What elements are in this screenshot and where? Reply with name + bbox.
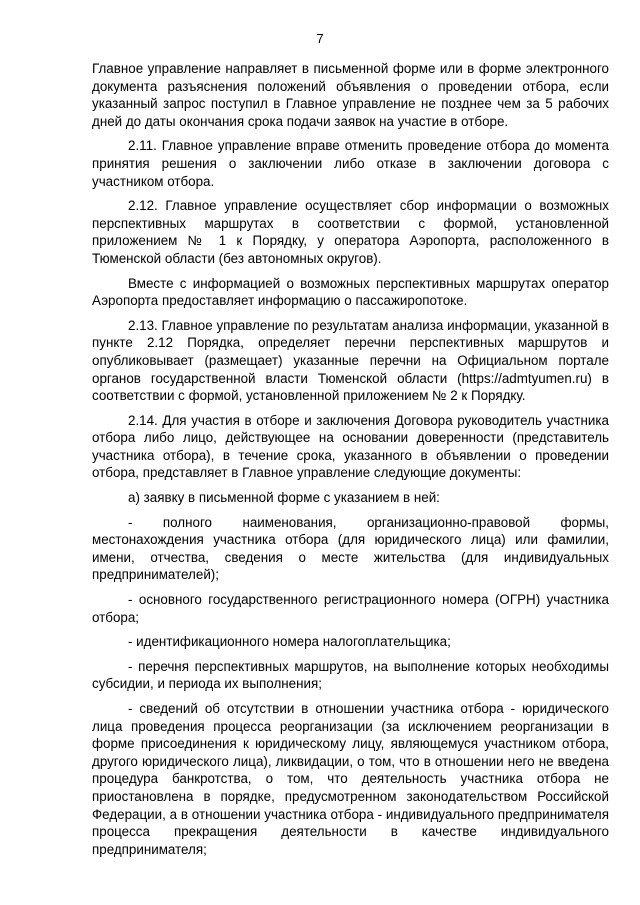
page-number: 7	[316, 31, 324, 46]
list-item: - основного государственного регистрационного номера (ОГРН) участника отбора;	[92, 592, 609, 625]
paragraph-2-11: 2.11. Главное управление вправе отменить проведение отбора до момента принятия решения о заключении либо отказе в заключении договора с участником отбора.	[92, 138, 609, 189]
list-item: - идентификационного номера налогоплательщика;	[128, 634, 451, 650]
list-heading: а) заявку в письменной форме с указанием в ней:	[128, 490, 440, 506]
paragraph-2-14: 2.14. Для участия в отборе и заключения Договора руководитель участника отбора либо лицо, действующее на основании доверенности (представитель участника отбора), в течение срока, указанного в объявлении о проведении отбора, представляет в Главное управление следующие документы:	[92, 412, 609, 481]
paragraph: Вместе с информацией о возможных перспективных маршрутах оператор Аэропорта предоставляет информацию о пассажиропотоке.	[92, 275, 609, 309]
document-body	[92, 60, 609, 865]
paragraph-2-12: 2.12. Главное управление осуществляет сбор информации о возможных перспективных маршрутах в соответствии с формой, установленной приложением № 1 к Порядку, у оператора Аэропорта, расположенного в Тюменской области (без автономных округов).	[92, 198, 609, 266]
list-item: - полного наименования, организационно-правовой формы, местонахождения участника отбора (для юридического лица) или фамилии, имени, отчества, сведения о месте жительства (для индивидуальных предпринимателей);	[92, 514, 609, 583]
list-item: - сведений об отсутствии в отношении участника отбора - юридического лица проведения процесса реорганизации (за исключением реорганизации в форме присоединения к юридическому лицу, являющемуся участником отбора, другого юридического лица), ликвидации, о том, что в отношении него не введена процедура банкротства, о том, что деятельность участника отбора не приостановлена в порядке, предусмотренном законодательством Российской Федерации, а в отношении участника отбора - индивидуального предпринимателя процесса прекращения деятельности в качестве индивидуального предпринимателя;	[92, 701, 609, 857]
paragraph: Главное управление направляет в письменной форме или в форме электронного документа разъяснения положений объявления о проведении отбора, если указанный запрос поступил в Главное управление не позднее чем за 5 рабочих дней до даты окончания срока подачи заявок на участие в отборе.	[92, 61, 609, 129]
paragraph-2-13: 2.13. Главное управление по результатам анализа информации, указанной в пункте 2.12 Порядка, определяет перечни перспективных маршрутов и опубликовывает (размещает) указанные перечни на Официальном портале органов государственной власти Тюменской области (https://admtyumen.ru) в соответствии с формой, установленной приложением № 2 к Порядку.	[92, 317, 609, 404]
list-item: - перечня перспективных маршрутов, на выполнение которых необходимы субсидии, и периода их выполнения;	[92, 658, 609, 692]
